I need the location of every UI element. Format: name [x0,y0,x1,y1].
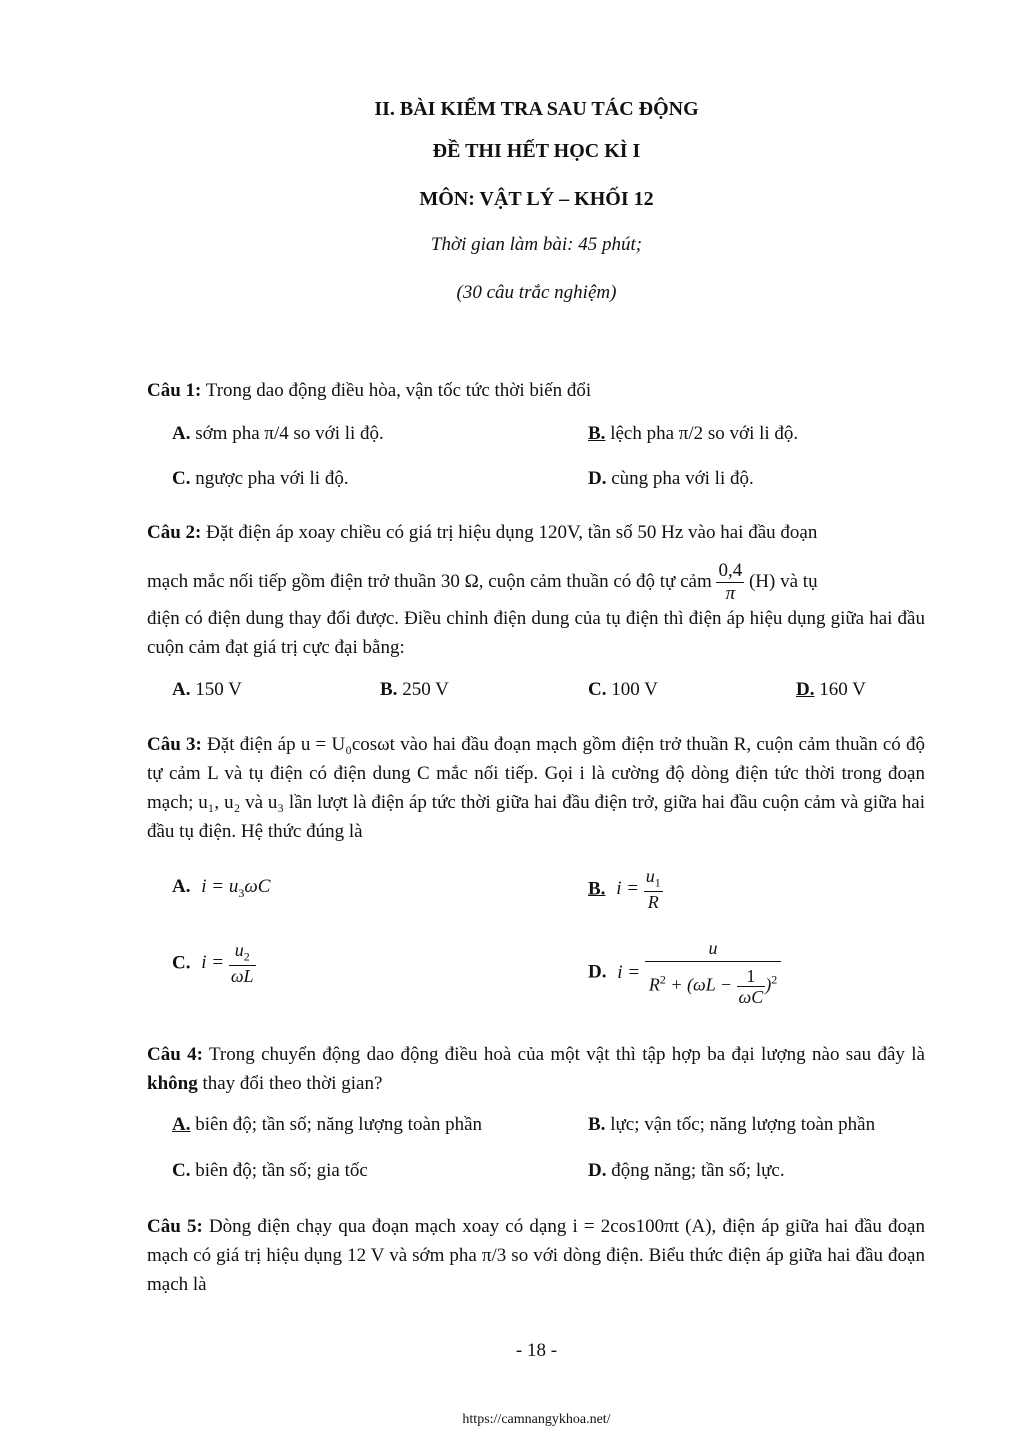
option-text: sớm pha π/4 so với li độ. [190,423,384,444]
formula-c-fraction: $\frac{u_2}{\omega L}$ [230,940,254,986]
option-text: biên độ; tần số; năng lượng toàn phần [190,1114,483,1135]
question-1 [147,376,925,405]
option-a [172,876,270,901]
inductance-fraction [716,560,744,605]
option-key-answer: B. [588,878,606,900]
option-text: động năng; tần số; lực. [606,1160,785,1181]
time-limit: Thời gian làm bài: 45 phút; [430,234,643,255]
question-text: Trong chuyển động dao động điều hoà của một vật thì tập hợp ba đại lượng nào sau đây là [202,1044,925,1065]
formula-a: $i = u_3\omega C$ [201,876,271,900]
option-a [172,423,384,445]
question-text: điện có điện dung thay đổi được. Điều chỉnh điện dung của tụ điện thì điện áp hiệu dụng giữa hai đầu cuộn cảm đạt giá trị cực đại bằng: [147,608,925,658]
option-key: B. [380,679,398,700]
option-text: cùng pha với li độ. [606,468,754,489]
option-d [588,1160,785,1182]
option-key-answer: D. [796,679,815,700]
option-d [588,938,781,1007]
question-2 [147,518,925,547]
option-key-answer: B. [588,423,606,444]
source-url[interactable]: https://camnangykhoa.net/ [462,1412,611,1427]
option-c [588,679,658,701]
question-label: Câu 3: [147,734,202,755]
option-text: lệch pha π/2 so với li độ. [605,423,799,444]
option-key: B. [588,1114,606,1135]
option-text: 250 V [397,679,449,700]
option-c [172,468,349,490]
option-key-answer: A. [172,1114,191,1135]
question-text: Đặt điện áp xoay chiều có giá trị hiệu dụng 120V, tần số 50 Hz vào hai đầu đoạn [201,522,818,543]
fraction-numerator: 0,4 [718,560,743,581]
formula-b-fraction: $\frac{u_1}{R}$ [645,866,661,912]
option-c [172,940,256,987]
question-3 [147,730,925,846]
option-c [172,1160,368,1182]
option-key: A. [172,679,191,700]
subject-title: MÔN: VẬT LÝ – KHỐI 12 [419,188,654,210]
question-text: (H) và tụ [744,570,818,592]
question-label: Câu 4: [147,1044,203,1065]
option-key: A. [172,423,191,444]
option-text: biên độ; tần số; gia tốc [190,1160,368,1181]
option-key: C. [172,952,191,974]
fraction-denominator: π [716,582,744,605]
option-key: C. [172,468,191,489]
question-emphasis: không [147,1073,198,1094]
option-key: C. [588,679,607,700]
option-a [172,1114,482,1136]
page-number: - 18 - [515,1340,558,1361]
option-text: ngược pha với li độ. [190,468,349,489]
question-4 [147,1040,925,1098]
option-text: 150 V [190,679,242,700]
question-text: Trong dao động điều hòa, vận tốc tức thời biến đổi [201,380,592,401]
option-d [796,679,866,701]
question-2-line2 [147,560,925,605]
question-2-line3 [147,604,925,662]
formula-c: i = [201,952,225,974]
exam-title: ĐỀ THI HẾT HỌC KÌ I [432,140,641,162]
question-count: (30 câu trắc nghiệm) [456,282,617,303]
question-label: Câu 1: [147,380,202,401]
formula-b: i = [616,878,640,900]
option-key: A. [172,876,191,897]
option-a [172,679,242,701]
question-text: thay đổi theo thời gian? [197,1073,383,1094]
option-b [588,866,663,913]
question-label: Câu 5: [147,1216,203,1237]
option-text: lực; vận tốc; năng lượng toàn phần [605,1114,876,1135]
option-d [588,468,754,490]
question-text: Đặt điện áp u = U₀cosωt vào hai đầu đoạn mạch gồm điện trở thuần R, cuộn cảm thuần có độ tự cảm L và tụ điện có điện dung C mắc nối tiếp. Gọi i là cường độ dòng điện tức thời trong đoạn mạch; u₁, u₂ và u₃ lần lượt là điện áp tức thời giữa hai đầu điện trở, giữa hai đầu cuộn cảm và giữa hai đầu tụ điện. Hệ thức đúng là [147,734,925,842]
option-key: C. [172,1160,191,1181]
question-5 [147,1212,925,1299]
question-text: Dòng điện chạy qua đoạn mạch xoay có dạng i = 2cos100πt (A), điện áp giữa hai đầu đoạn mạch có giá trị hiệu dụng 12 V và sớm pha π/3 so với dòng điện. Biểu thức điện áp giữa hai đầu đoạn mạch là [147,1216,925,1295]
option-text: 160 V [814,679,866,700]
section-title: II. BÀI KIỂM TRA SAU TÁC ĐỘNG [374,98,699,120]
option-text: 100 V [606,679,658,700]
option-key: D. [588,961,607,983]
option-b [380,679,449,701]
option-key: D. [588,1160,607,1181]
option-b [588,1114,875,1136]
option-key: D. [588,468,607,489]
question-text: mạch mắc nối tiếp gồm điện trở thuần 30 Ω, cuộn cảm thuần có độ tự cảm [147,570,717,592]
option-b [588,423,798,445]
formula-d-fraction: u $R^2 + (\omega L$ − $\frac{1}{\omega C}$ )$^2$ [645,938,781,1007]
formula-d: i = [617,961,641,983]
question-label: Câu 2: [147,522,202,543]
